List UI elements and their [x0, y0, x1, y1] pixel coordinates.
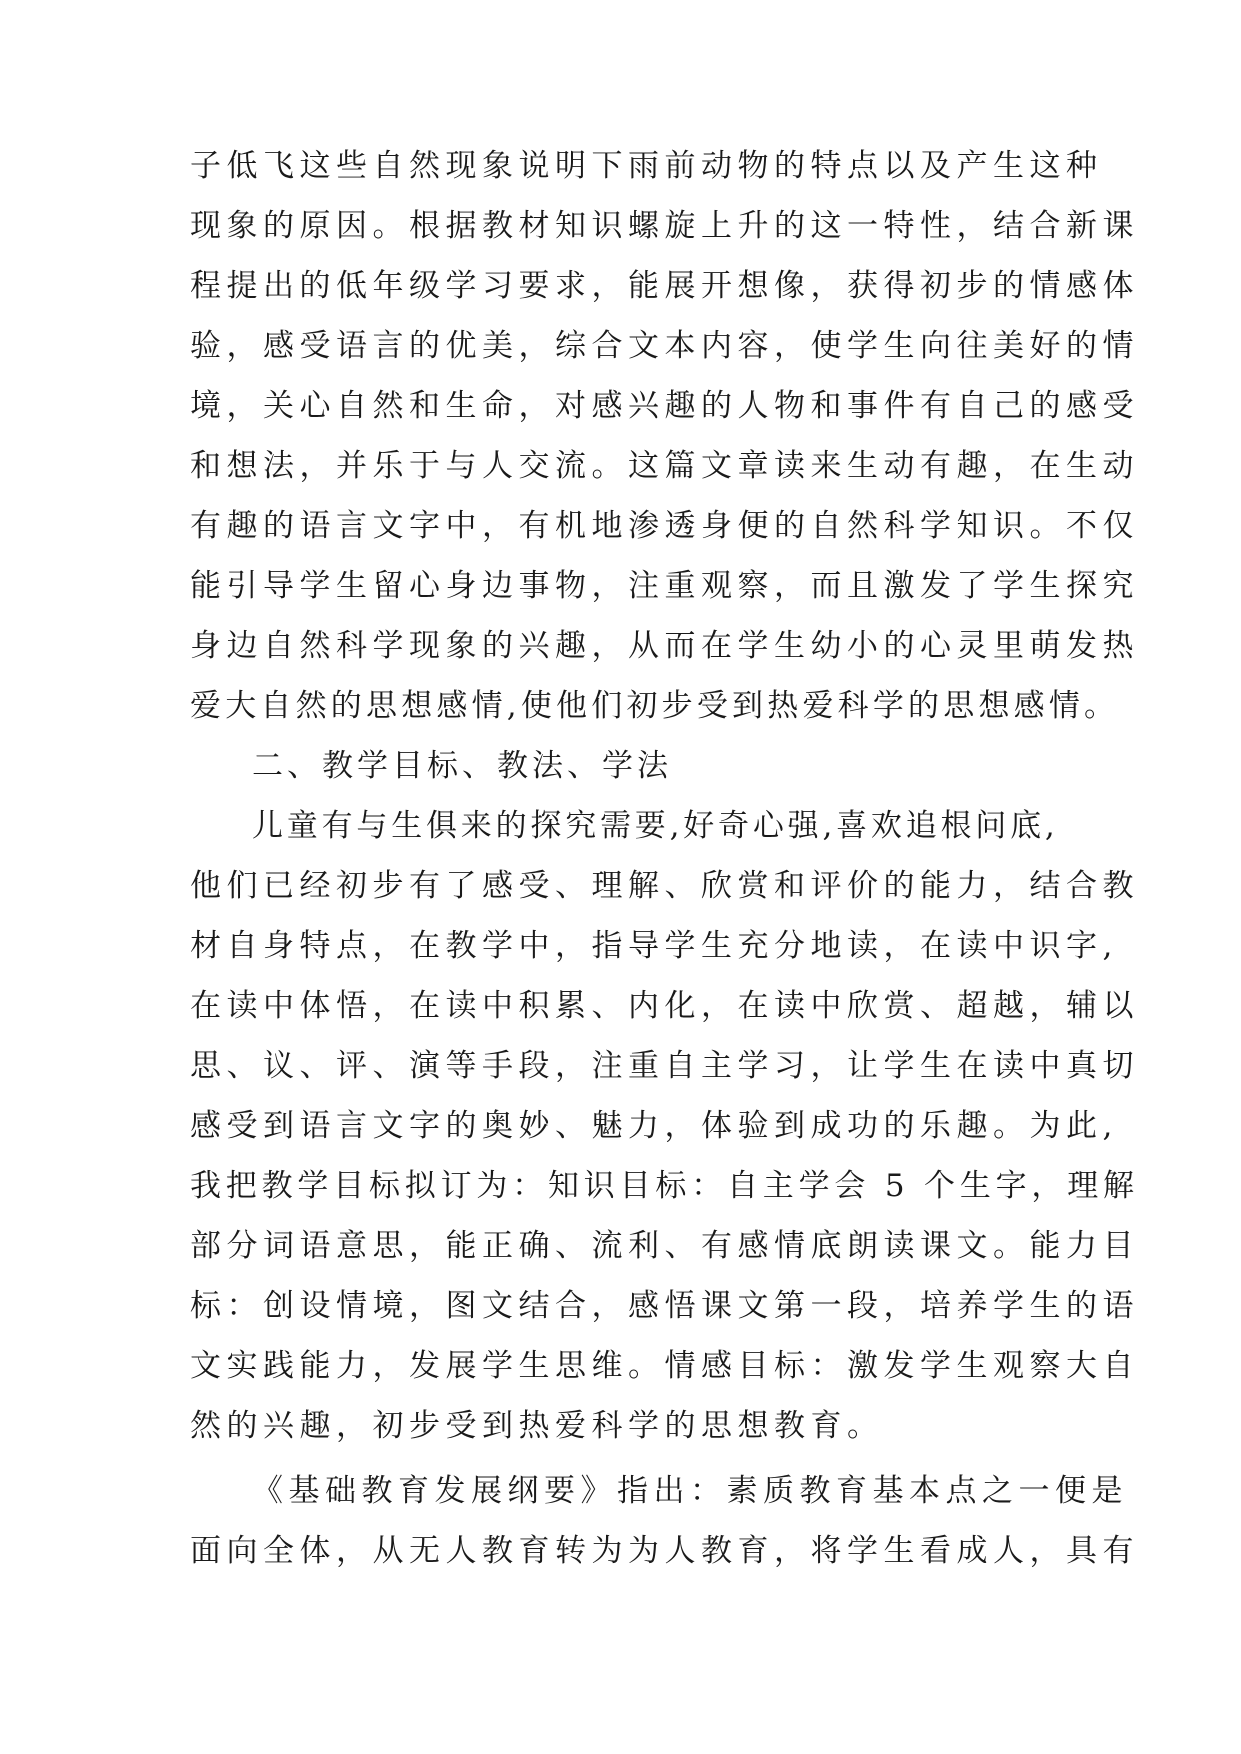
body-text-line: 在读中体悟，在读中积累、内化，在读中欣赏、超越，辅以 [190, 988, 1139, 1024]
body-text-line: 身边自然科学现象的兴趣，从而在学生幼小的心灵里萌发热 [190, 628, 1139, 664]
body-text-line: 子低飞这些自然现象说明下雨前动物的特点以及产生这种 [190, 148, 1103, 184]
body-text-line: 验，感受语言的优美，综合文本内容，使学生向往美好的情 [190, 328, 1139, 364]
body-text-line: 标：创设情境，图文结合，感悟课文第一段，培养学生的语 [190, 1288, 1139, 1324]
body-text-line: 《基础教育发展纲要》指出：素质教育基本点之一便是 [252, 1473, 1128, 1509]
body-text-line: 境，关心自然和生命，对感兴趣的人物和事件有自己的感受 [190, 388, 1139, 424]
body-text-line: 材自身特点，在教学中，指导学生充分地读，在读中识字, [190, 928, 1118, 964]
section-heading: 二、教学目标、教法、学法 [252, 748, 672, 784]
body-text-line: 思、议、评、演等手段，注重自主学习，让学生在读中真切 [190, 1048, 1139, 1084]
body-text-line: 有趣的语言文字中，有机地渗透身便的自然科学知识。不仅 [190, 508, 1139, 544]
body-text-line: 和想法，并乐于与人交流。这篇文章读来生动有趣，在生动 [190, 448, 1139, 484]
body-text-line: 部分词语意思，能正确、流利、有感情底朗读课文。能力目 [190, 1228, 1139, 1264]
body-text-line: 我把教学目标拟订为：知识目标：自主学会 5 个生字，理解 [190, 1168, 1139, 1204]
body-text-line: 现象的原因。根据教材知识螺旋上升的这一特性，结合新课 [190, 208, 1139, 244]
body-text-line: 爱大自然的思想感情,使他们初步受到热爱科学的思想感情。 [190, 688, 1120, 724]
body-text-line: 面向全体，从无人教育转为为人教育，将学生看成人，具有 [190, 1533, 1139, 1569]
body-text-line: 程提出的低年级学习要求，能展开想像，获得初步的情感体 [190, 268, 1139, 304]
body-text-line: 能引导学生留心身边事物，注重观察，而且激发了学生探究 [190, 568, 1139, 604]
body-text-line: 文实践能力，发展学生思维。情感目标：激发学生观察大自 [190, 1348, 1139, 1384]
body-text-line: 儿童有与生俱来的探究需要,好奇心强,喜欢追根问底, [252, 808, 1059, 844]
body-text-line: 然的兴趣，初步受到热爱科学的思想教育。 [190, 1408, 884, 1444]
body-text-line: 感受到语言文字的奥妙、魅力，体验到成功的乐趣。为此, [190, 1108, 1118, 1144]
body-text-line: 他们已经初步有了感受、理解、欣赏和评价的能力，结合教 [190, 868, 1139, 904]
